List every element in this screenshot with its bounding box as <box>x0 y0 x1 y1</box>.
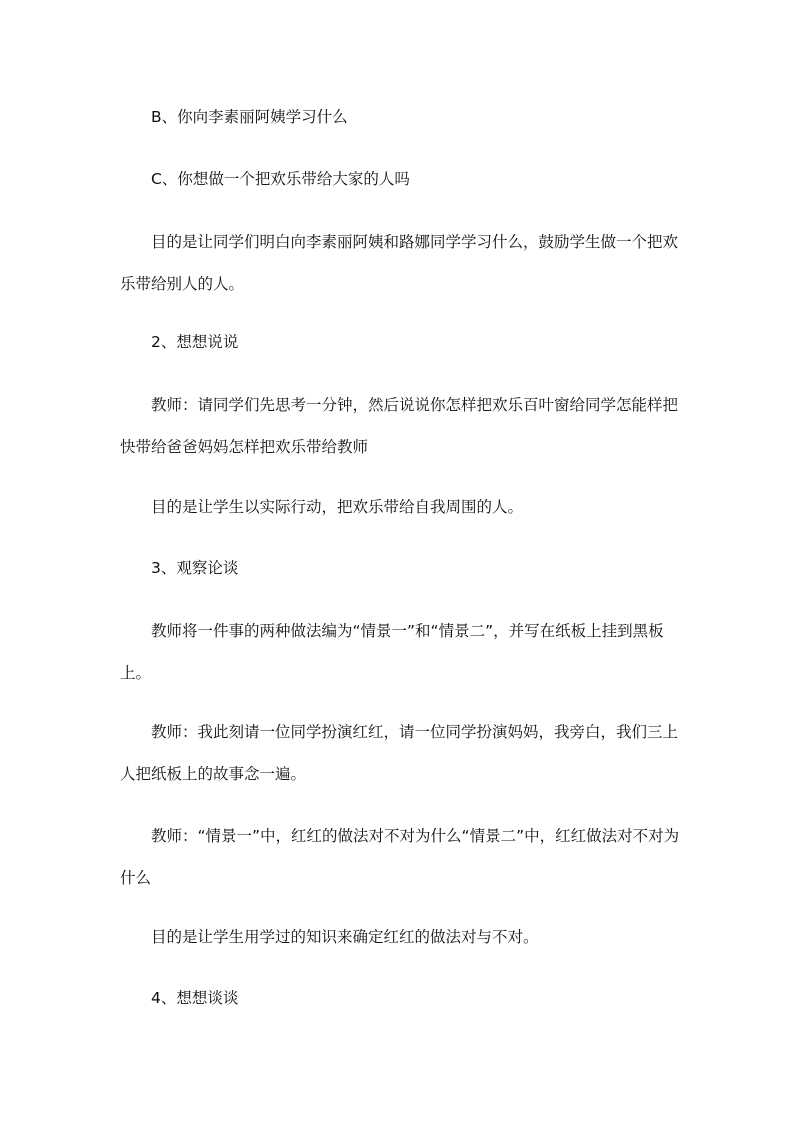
paragraph-option-c: C、你想做一个把欢乐带给大家的人吗 <box>151 170 410 188</box>
paragraph-teacher-3: 教师：我此刻请一位同学扮演红红，请一位同学扮演妈妈，我旁白，我们三上人把纸板上的故事念一遍。 <box>120 723 679 783</box>
paragraph-purpose-3: 目的是让学生用学过的知识来确定红红的做法对与不对。 <box>151 928 539 946</box>
paragraph-teacher-4: 教师：“情景一”中，红红的做法对不对为什么“情景二”中，红红做法对不对为什么 <box>120 827 680 887</box>
heading-section-3: 3、观察论谈 <box>151 559 239 577</box>
paragraph-teacher-2: 教师将一件事的两种做法编为“情景一”和“情景二”，并写在纸板上挂到黑板上。 <box>120 622 664 682</box>
heading-section-4: 4、想想谈谈 <box>151 989 239 1007</box>
heading-section-2: 2、想想说说 <box>151 333 239 351</box>
paragraph-purpose-1: 目的是让同学们明白向李素丽阿姨和路娜同学学习什么，鼓励学生做一个把欢乐带给别人的人。 <box>120 233 679 293</box>
paragraph-option-b: B、你向李素丽阿姨学习什么 <box>151 108 348 126</box>
paragraph-teacher-1: 教师：请同学们先思考一分钟，然后说说你怎样把欢乐百叶窗给同学怎能样把快带给爸爸妈妈怎样把欢乐带给教师 <box>120 396 679 456</box>
paragraph-purpose-2: 目的是让学生以实际行动，把欢乐带给自我周围的人。 <box>151 498 524 516</box>
